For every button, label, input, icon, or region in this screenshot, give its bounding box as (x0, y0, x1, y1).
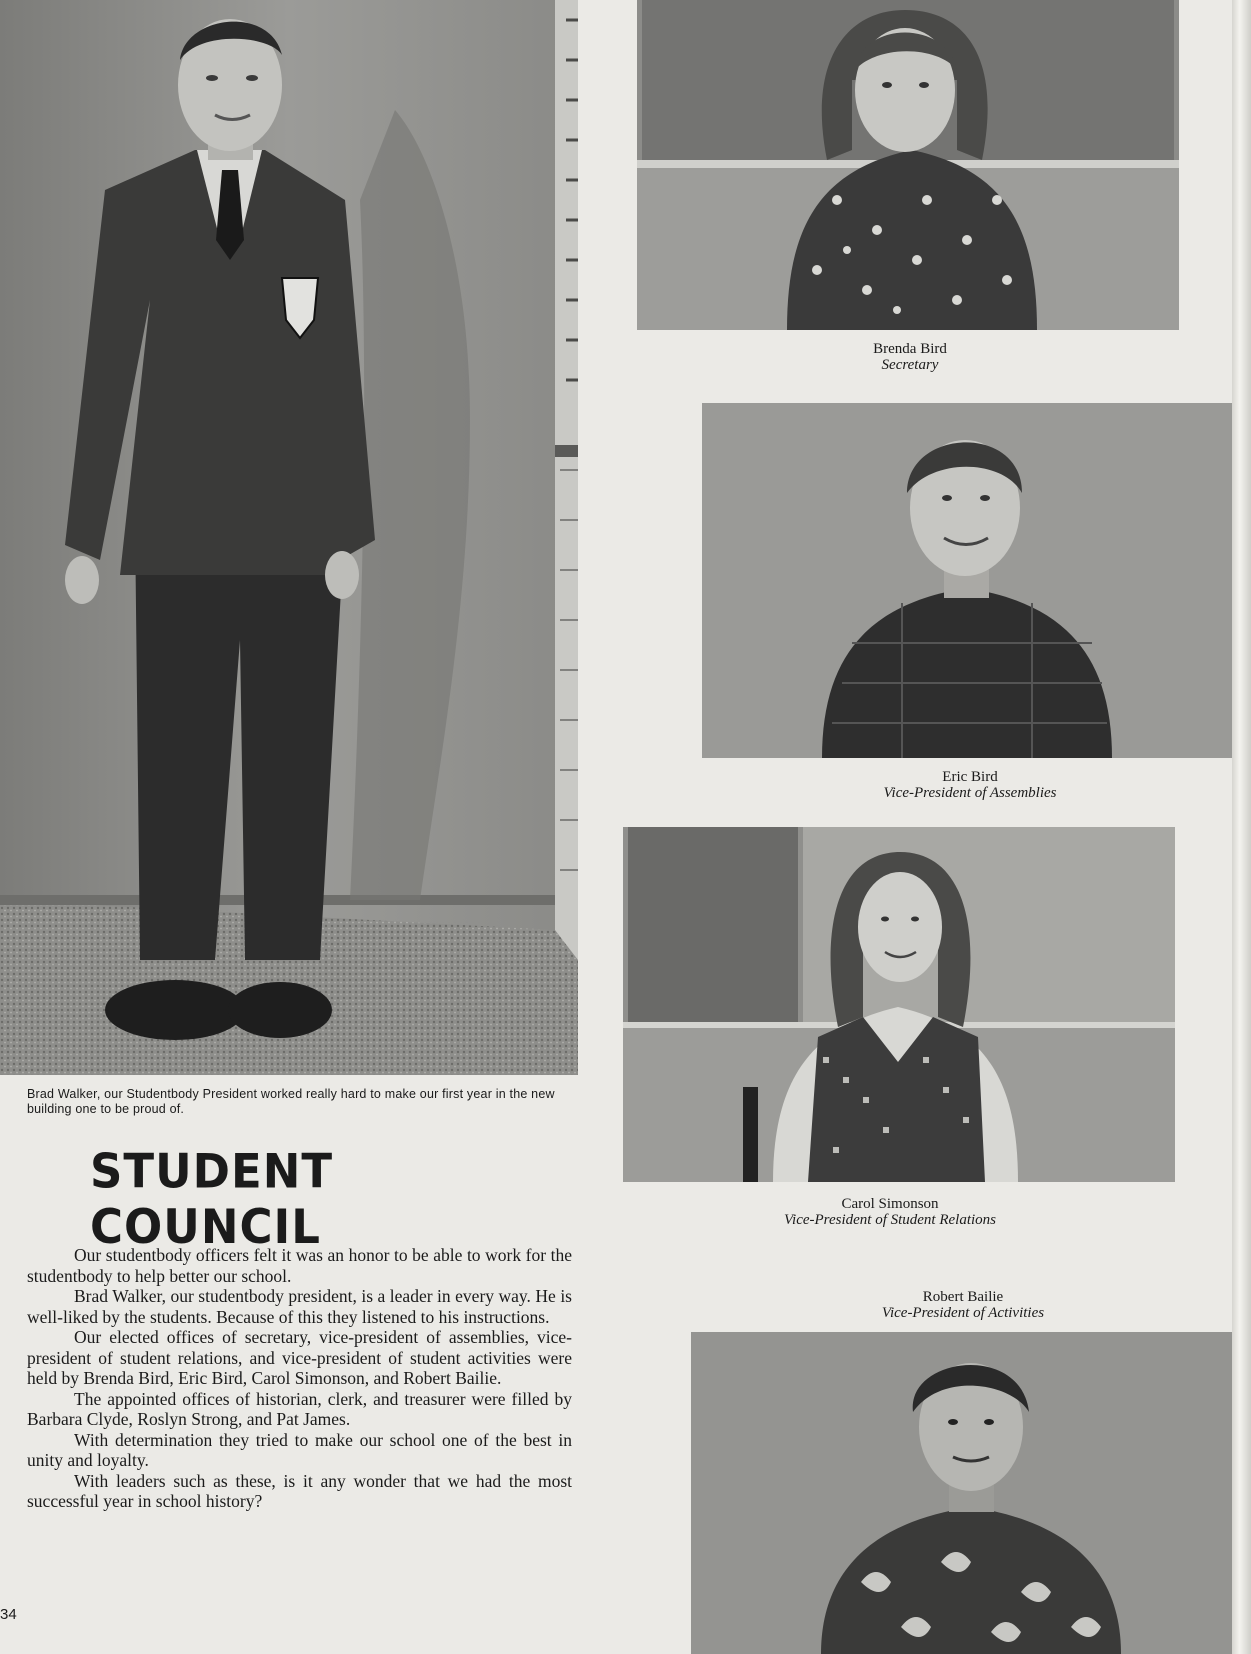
page-title: STUDENT COUNCIL (90, 1143, 334, 1255)
officer-photo-vp-student-relations (623, 827, 1175, 1182)
officer-photo-secretary (637, 0, 1179, 330)
officer-name: Brenda Bird (873, 341, 947, 357)
officer-caption (740, 1196, 1040, 1228)
body-paragraph: With leaders such as these, is it any wonder that we had the most successful year in school history? (27, 1470, 572, 1511)
officer-caption (813, 1289, 1113, 1321)
body-paragraph: Our studentbody officers felt it was an honor to be able to work for the studentbody to help better our school. (27, 1245, 572, 1286)
body-paragraph: Our elected offices of secretary, vice-president of assemblies, vice-president of student relations, and vice-president of student activities were held by Brenda Bird, Eric Bird, Carol Simonson, and Robert Bailie. (27, 1327, 572, 1388)
officer-photo-vp-assemblies (702, 403, 1232, 758)
officer-caption (820, 769, 1120, 801)
officer-role: Vice-President of Student Relations (783, 1212, 997, 1228)
officer-role: Vice-President of Assemblies (883, 785, 1057, 801)
officer-role: Secretary (881, 357, 939, 373)
president-photo-caption: Brad Walker, our Studentbody President worked really hard to make our first year in the new building one to be proud of. (27, 1087, 555, 1116)
body-paragraph: The appointed offices of historian, clerk, and treasurer were filled by Barbara Clyde, Roslyn Strong, and Pat James. (27, 1388, 572, 1429)
president-photo (0, 0, 578, 1075)
body-paragraph: Brad Walker, our studentbody president, is a leader in every way. He is well-liked by the students. Because of this they listened to his instructions. (27, 1286, 572, 1327)
officer-role: Vice-President of Activities (881, 1305, 1045, 1321)
officer-name: Robert Bailie (922, 1289, 1004, 1305)
officer-name: Eric Bird (942, 769, 998, 785)
page-binding-edge (1232, 0, 1251, 1654)
page-number: 34 (0, 1606, 17, 1623)
officer-caption (760, 341, 1060, 373)
officer-photo-vp-activities (691, 1332, 1232, 1654)
article-body (27, 1245, 572, 1512)
officer-name: Carol Simonson (841, 1196, 939, 1212)
body-paragraph: With determination they tried to make our school one of the best in unity and loyalty. (27, 1429, 572, 1470)
